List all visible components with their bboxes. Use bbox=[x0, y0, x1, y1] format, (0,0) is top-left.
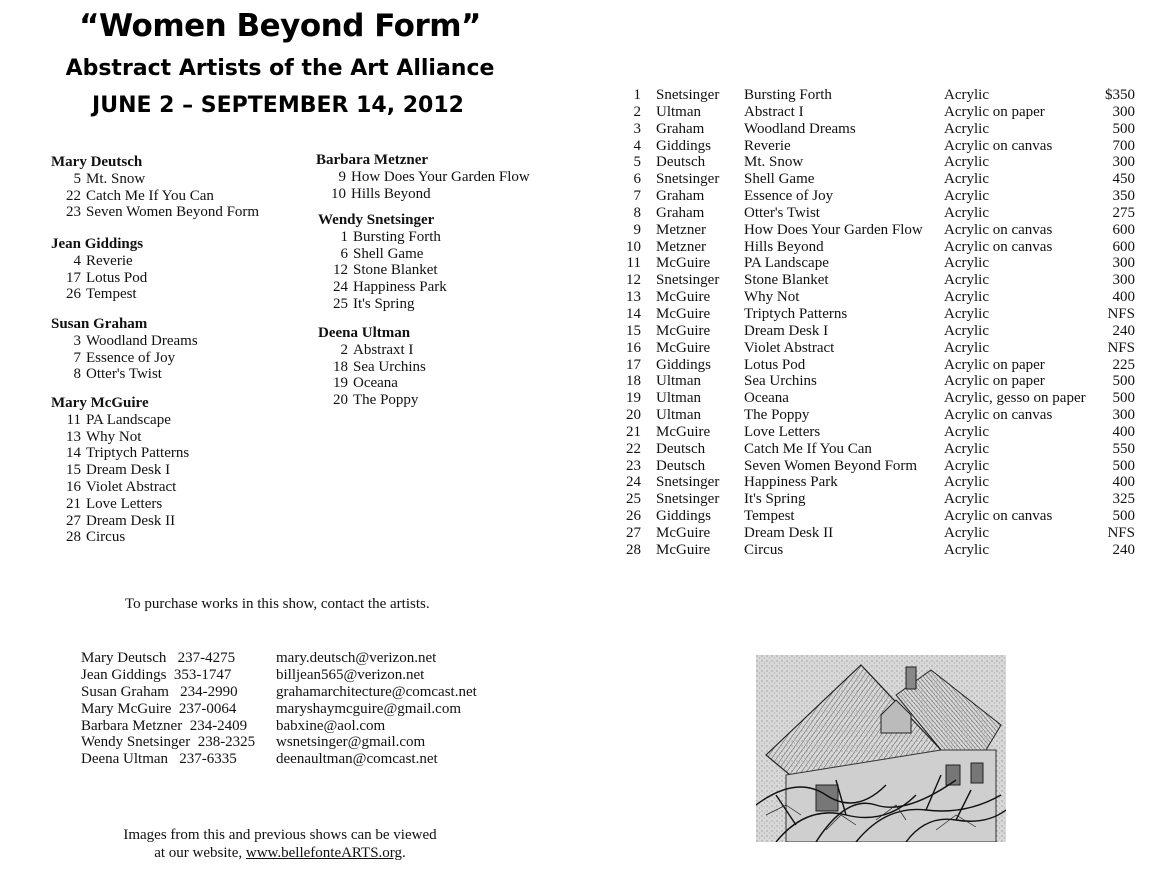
catalog-price: 700 bbox=[1112, 137, 1135, 154]
artist-name: Mary Deutsch bbox=[51, 154, 143, 170]
catalog-artist: McGuire bbox=[656, 423, 711, 440]
catalog-price: 240 bbox=[1112, 541, 1135, 558]
contact-name-phone: Mary McGuire 237-0064 bbox=[81, 700, 237, 717]
catalog-number: 26 bbox=[626, 508, 641, 525]
catalog-medium: Acrylic bbox=[944, 188, 989, 205]
catalog-medium: Acrylic bbox=[944, 339, 989, 356]
catalog-price: 300 bbox=[1112, 407, 1135, 424]
artist-work-item bbox=[51, 366, 198, 383]
catalog-number: 19 bbox=[626, 390, 641, 407]
catalog-title: Essence of Joy bbox=[744, 188, 834, 205]
catalog-artist: Graham bbox=[656, 204, 705, 221]
artist-work-item bbox=[51, 513, 189, 530]
catalog-number: 6 bbox=[633, 171, 641, 188]
work-title: Abstraxt I bbox=[353, 341, 414, 358]
catalog-artist: McGuire bbox=[656, 289, 711, 306]
catalog-price: NFS bbox=[1107, 524, 1135, 541]
artist-work-item bbox=[51, 253, 147, 270]
catalog-artist: Snetsinger bbox=[656, 491, 720, 508]
catalog-medium: Acrylic on canvas bbox=[944, 137, 1053, 154]
purchase-note: To purchase works in this show, contact the artists. bbox=[125, 596, 430, 612]
contact-email[interactable]: mary.deutsch@verizon.net bbox=[276, 650, 437, 666]
artist-work-item bbox=[51, 496, 189, 513]
catalog-price: 400 bbox=[1112, 474, 1135, 491]
work-number: 17 bbox=[66, 269, 81, 286]
work-number: 19 bbox=[333, 375, 348, 392]
artist-work-item bbox=[51, 350, 198, 367]
work-number: 4 bbox=[73, 252, 81, 269]
work-number: 2 bbox=[340, 341, 348, 358]
artist-group bbox=[51, 154, 259, 221]
catalog-price: NFS bbox=[1107, 305, 1135, 322]
catalog-price: 600 bbox=[1112, 238, 1135, 255]
catalog-number: 11 bbox=[626, 255, 641, 272]
catalog-number: 16 bbox=[626, 339, 641, 356]
show-subtitle: Abstract Artists of the Art Alliance bbox=[65, 56, 495, 81]
artist-work-item bbox=[318, 229, 447, 246]
catalog-price: 325 bbox=[1112, 491, 1135, 508]
work-title: How Does Your Garden Flow bbox=[351, 168, 530, 185]
catalog-medium: Acrylic bbox=[944, 204, 989, 221]
catalog-medium: Acrylic bbox=[944, 524, 989, 541]
contact-name-phone: Jean Giddings 353-1747 bbox=[81, 666, 232, 683]
work-title: Violet Abstract bbox=[86, 478, 177, 495]
artist-name: Barbara Metzner bbox=[316, 152, 429, 168]
catalog-artist: Ultman bbox=[656, 373, 701, 390]
artist-work-item bbox=[318, 296, 447, 313]
work-number: 6 bbox=[340, 245, 348, 262]
catalog-artist: Snetsinger bbox=[656, 87, 720, 103]
artist-work-item bbox=[51, 270, 147, 287]
catalog-medium: Acrylic, gesso on paper bbox=[944, 390, 1086, 407]
work-title: The Poppy bbox=[353, 392, 419, 409]
catalog-number: 2 bbox=[633, 103, 641, 120]
catalog-number: 7 bbox=[633, 188, 641, 205]
artist-work-item bbox=[318, 342, 426, 359]
contact-name-phone: Mary Deutsch 237-4275 bbox=[81, 650, 236, 666]
work-title: Essence of Joy bbox=[86, 349, 176, 366]
catalog-medium: Acrylic bbox=[944, 272, 989, 289]
catalog-number: 12 bbox=[626, 272, 641, 289]
artist-work-item bbox=[318, 262, 447, 279]
artist-work-item bbox=[51, 412, 189, 429]
work-title: PA Landscape bbox=[86, 411, 171, 428]
catalog-title: Love Letters bbox=[744, 423, 821, 440]
work-title: Otter's Twist bbox=[86, 366, 162, 383]
catalog-title: Shell Game bbox=[744, 171, 815, 188]
contact-email[interactable]: deenaultman@comcast.net bbox=[276, 751, 438, 768]
catalog-price: 275 bbox=[1112, 204, 1135, 221]
catalog-number: 27 bbox=[626, 524, 641, 541]
artist-name: Susan Graham bbox=[51, 316, 148, 332]
catalog-number: 9 bbox=[633, 221, 641, 238]
catalog-number: 28 bbox=[626, 541, 641, 558]
artist-work-item bbox=[316, 169, 530, 186]
catalog-price: 300 bbox=[1112, 154, 1135, 171]
catalog-price: 300 bbox=[1112, 272, 1135, 289]
catalog-price: 300 bbox=[1112, 255, 1135, 272]
catalog-title: The Poppy bbox=[744, 407, 810, 424]
website-note bbox=[110, 826, 450, 862]
catalog-artist: McGuire bbox=[656, 305, 711, 322]
catalog-medium: Acrylic bbox=[944, 491, 989, 508]
catalog-title: Dream Desk II bbox=[744, 524, 834, 541]
catalog-artist: McGuire bbox=[656, 541, 711, 558]
catalog-artist: Graham bbox=[656, 188, 705, 205]
catalog-title: Seven Women Beyond Form bbox=[744, 457, 918, 474]
catalog-number: 8 bbox=[633, 204, 641, 221]
contact-email[interactable]: grahamarchitecture@comcast.net bbox=[276, 683, 477, 700]
artist-group bbox=[318, 325, 426, 409]
catalog-price: 225 bbox=[1112, 356, 1135, 373]
catalog-artist: Ultman bbox=[656, 407, 701, 424]
work-title: Why Not bbox=[86, 428, 142, 445]
catalog-artist: McGuire bbox=[656, 524, 711, 541]
catalog-number: 1 bbox=[633, 87, 641, 103]
catalog-medium: Acrylic bbox=[944, 120, 989, 137]
artist-name: Mary McGuire bbox=[51, 395, 149, 411]
artist-group bbox=[51, 395, 189, 546]
catalog-title: Otter's Twist bbox=[744, 204, 820, 221]
catalog-number: 5 bbox=[633, 154, 641, 171]
catalog-number: 15 bbox=[626, 322, 641, 339]
work-number: 8 bbox=[73, 366, 81, 383]
artist-work-item bbox=[318, 246, 447, 263]
catalog-title: Reverie bbox=[744, 137, 791, 154]
catalog-artist: Ultman bbox=[656, 103, 701, 120]
catalog-number: 18 bbox=[626, 373, 641, 390]
catalog-medium: Acrylic bbox=[944, 87, 989, 103]
catalog-number: 20 bbox=[626, 407, 641, 424]
catalog-number: 17 bbox=[626, 356, 641, 373]
catalog-number: 22 bbox=[626, 440, 641, 457]
artist-work-item bbox=[51, 188, 259, 205]
catalog-number: 23 bbox=[626, 457, 641, 474]
catalog-price: 350 bbox=[1112, 188, 1135, 205]
catalog-artist: Graham bbox=[656, 120, 705, 137]
artist-work-item bbox=[318, 375, 426, 392]
contact-email[interactable]: wsnetsinger@gmail.com bbox=[276, 734, 426, 751]
contact-name-phone: Wendy Snetsinger 238-2325 bbox=[81, 734, 256, 751]
catalog-price: 600 bbox=[1112, 221, 1135, 238]
catalog-price: 450 bbox=[1112, 171, 1135, 188]
catalog-title: Dream Desk I bbox=[744, 322, 829, 339]
catalog-artist: Snetsinger bbox=[656, 272, 720, 289]
catalog-artist: Giddings bbox=[656, 137, 712, 154]
work-title: Woodland Dreams bbox=[86, 332, 198, 349]
work-number: 22 bbox=[66, 187, 81, 204]
catalog-number: 25 bbox=[626, 491, 641, 508]
catalog-medium: Acrylic bbox=[944, 474, 989, 491]
catalog-number: 21 bbox=[626, 423, 641, 440]
contact-name-phone: Susan Graham 234-2990 bbox=[81, 683, 238, 700]
catalog-medium: Acrylic on paper bbox=[944, 103, 1045, 120]
catalog-title: Mt. Snow bbox=[744, 154, 804, 171]
catalog-price: 300 bbox=[1112, 103, 1135, 120]
catalog-artist: Ultman bbox=[656, 390, 701, 407]
contact-name-phone: Deena Ultman 237-6335 bbox=[81, 751, 237, 768]
catalog-medium: Acrylic bbox=[944, 154, 989, 171]
catalog-artist: Giddings bbox=[656, 356, 712, 373]
catalog-price: $350 bbox=[1105, 87, 1135, 103]
artist-work-item bbox=[51, 286, 147, 303]
artist-group bbox=[51, 316, 198, 383]
work-number: 27 bbox=[66, 512, 81, 529]
work-number: 5 bbox=[73, 170, 81, 187]
artist-group bbox=[316, 152, 530, 202]
catalog-title: Stone Blanket bbox=[744, 272, 829, 289]
catalog-title: Lotus Pod bbox=[744, 356, 806, 373]
show-dates: JUNE 2 – SEPTEMBER 14, 2012 bbox=[92, 93, 464, 118]
catalog-title: Violet Abstract bbox=[744, 339, 835, 356]
catalog-title: Triptych Patterns bbox=[744, 305, 848, 322]
website-note-line1: Images from this and previous shows can be viewed bbox=[123, 827, 437, 843]
artist-work-item bbox=[51, 479, 189, 496]
catalog-medium: Acrylic bbox=[944, 322, 989, 339]
catalog-number: 24 bbox=[626, 474, 641, 491]
work-title: Stone Blanket bbox=[353, 262, 438, 279]
contact-email[interactable]: billjean565@verizon.net bbox=[276, 666, 425, 683]
catalog-medium: Acrylic bbox=[944, 289, 989, 306]
house-sketch-illustration bbox=[756, 655, 1006, 842]
artist-work-item bbox=[51, 204, 259, 221]
work-title: It's Spring bbox=[353, 295, 415, 312]
website-prefix: at our website, bbox=[154, 845, 246, 861]
work-number: 23 bbox=[66, 204, 81, 221]
artist-group bbox=[51, 236, 147, 303]
website-note-line2 bbox=[110, 844, 450, 862]
work-title: Happiness Park bbox=[353, 279, 447, 296]
work-number: 9 bbox=[338, 168, 346, 185]
work-title: Oceana bbox=[353, 375, 398, 392]
catalog-title: PA Landscape bbox=[744, 255, 829, 272]
catalog-medium: Acrylic on canvas bbox=[944, 508, 1053, 525]
catalog-price: 500 bbox=[1112, 457, 1135, 474]
artist-name: Jean Giddings bbox=[51, 236, 144, 252]
work-title: Lotus Pod bbox=[86, 269, 148, 286]
catalog-price: 400 bbox=[1112, 289, 1135, 306]
artist-work-item bbox=[318, 279, 447, 296]
work-title: Shell Game bbox=[353, 245, 424, 262]
artist-work-item bbox=[51, 429, 189, 446]
artist-name: Deena Ultman bbox=[318, 325, 411, 341]
work-title: Triptych Patterns bbox=[86, 445, 190, 462]
catalog-title: Tempest bbox=[744, 508, 795, 525]
catalog-artist: Deutsch bbox=[656, 457, 706, 474]
work-title: Tempest bbox=[86, 286, 137, 303]
catalog-number: 10 bbox=[626, 238, 641, 255]
work-number: 14 bbox=[66, 445, 81, 462]
catalog-artist: Giddings bbox=[656, 508, 712, 525]
catalog-title: How Does Your Garden Flow bbox=[744, 221, 923, 238]
artist-name: Wendy Snetsinger bbox=[318, 212, 435, 228]
catalog-artist: Snetsinger bbox=[656, 474, 720, 491]
work-number: 11 bbox=[66, 411, 81, 428]
work-number: 3 bbox=[73, 332, 81, 349]
artist-group bbox=[318, 212, 447, 313]
artist-work-item bbox=[51, 333, 198, 350]
catalog-number: 13 bbox=[626, 289, 641, 306]
work-title: Dream Desk II bbox=[86, 512, 176, 529]
catalog-medium: Acrylic on canvas bbox=[944, 238, 1053, 255]
catalog-medium: Acrylic on paper bbox=[944, 356, 1045, 373]
catalog-title: Sea Urchins bbox=[744, 373, 817, 390]
work-number: 28 bbox=[66, 529, 81, 546]
contact-name-phone: Barbara Metzner 234-2409 bbox=[81, 717, 248, 734]
artist-work-item bbox=[51, 445, 189, 462]
work-title: Sea Urchins bbox=[353, 358, 426, 375]
catalog-medium: Acrylic bbox=[944, 305, 989, 322]
catalog-title: Oceana bbox=[744, 390, 789, 407]
catalog-number: 3 bbox=[633, 120, 641, 137]
catalog-medium: Acrylic bbox=[944, 440, 989, 457]
catalog-medium: Acrylic bbox=[944, 423, 989, 440]
artist-work-item bbox=[316, 186, 530, 203]
work-title: Hills Beyond bbox=[351, 185, 431, 202]
work-number: 16 bbox=[66, 478, 81, 495]
catalog-title: Woodland Dreams bbox=[744, 120, 856, 137]
catalog-price: 550 bbox=[1112, 440, 1135, 457]
catalog-medium: Acrylic on paper bbox=[944, 373, 1045, 390]
work-number: 18 bbox=[333, 358, 348, 375]
work-title: Reverie bbox=[86, 252, 133, 269]
catalog-title: Happiness Park bbox=[744, 474, 838, 491]
contact-email[interactable]: babxine@aol.com bbox=[276, 717, 386, 734]
catalog-price: 240 bbox=[1112, 322, 1135, 339]
work-number: 7 bbox=[73, 349, 81, 366]
website-suffix: . bbox=[402, 845, 406, 861]
work-number: 12 bbox=[333, 262, 348, 279]
catalog-number: 14 bbox=[626, 305, 641, 322]
catalog-price: 500 bbox=[1112, 390, 1135, 407]
work-number: 13 bbox=[66, 428, 81, 445]
catalog-price: 500 bbox=[1112, 508, 1135, 525]
contact-email[interactable]: maryshaymcguire@gmail.com bbox=[276, 700, 462, 717]
catalog-artist: McGuire bbox=[656, 339, 711, 356]
work-title: Seven Women Beyond Form bbox=[86, 204, 260, 221]
artist-work-item bbox=[51, 171, 259, 188]
work-title: Bursting Forth bbox=[353, 228, 441, 245]
catalog-artist: McGuire bbox=[656, 255, 711, 272]
artist-work-item bbox=[318, 359, 426, 376]
work-title: Catch Me If You Can bbox=[86, 187, 214, 204]
work-number: 10 bbox=[331, 185, 346, 202]
work-title: Mt. Snow bbox=[86, 170, 146, 187]
catalog-title: It's Spring bbox=[744, 491, 806, 508]
work-number: 21 bbox=[66, 495, 81, 512]
artist-work-item bbox=[51, 462, 189, 479]
catalog-medium: Acrylic bbox=[944, 171, 989, 188]
catalog-medium: Acrylic bbox=[944, 457, 989, 474]
work-number: 15 bbox=[66, 462, 81, 479]
work-title: Dream Desk I bbox=[86, 462, 171, 479]
work-number: 26 bbox=[66, 286, 81, 303]
catalog-title: Catch Me If You Can bbox=[744, 440, 872, 457]
catalog-artist: Deutsch bbox=[656, 440, 706, 457]
catalog-artist: Snetsinger bbox=[656, 171, 720, 188]
catalog-price: NFS bbox=[1107, 339, 1135, 356]
artist-work-item bbox=[318, 392, 426, 409]
catalog-medium: Acrylic on canvas bbox=[944, 407, 1053, 424]
catalog-medium: Acrylic on canvas bbox=[944, 221, 1053, 238]
artist-work-item bbox=[51, 529, 189, 546]
catalog-title: Bursting Forth bbox=[744, 87, 832, 103]
work-number: 24 bbox=[333, 279, 348, 296]
catalog-artist: Metzner bbox=[656, 238, 706, 255]
catalog-price: 500 bbox=[1112, 373, 1135, 390]
catalog-artist: McGuire bbox=[656, 322, 711, 339]
work-title: Love Letters bbox=[86, 495, 163, 512]
catalog-number: 4 bbox=[633, 137, 641, 154]
catalog-artist: Metzner bbox=[656, 221, 706, 238]
catalog-price: 500 bbox=[1112, 120, 1135, 137]
show-title: “Women Beyond Form” bbox=[79, 8, 481, 44]
catalog-price: 400 bbox=[1112, 423, 1135, 440]
work-number: 20 bbox=[333, 392, 348, 409]
catalog-title: Why Not bbox=[744, 289, 800, 306]
work-number: 25 bbox=[333, 295, 348, 312]
work-title: Circus bbox=[86, 529, 126, 546]
catalog-artist: Deutsch bbox=[656, 154, 706, 171]
catalog-title: Hills Beyond bbox=[744, 238, 824, 255]
catalog-title: Circus bbox=[744, 541, 784, 558]
work-number: 1 bbox=[340, 228, 348, 245]
website-link[interactable]: www.bellefonteARTS.org bbox=[245, 845, 403, 861]
catalog-medium: Acrylic bbox=[944, 255, 989, 272]
catalog-medium: Acrylic bbox=[944, 541, 989, 558]
catalog-title: Abstract I bbox=[744, 103, 804, 120]
